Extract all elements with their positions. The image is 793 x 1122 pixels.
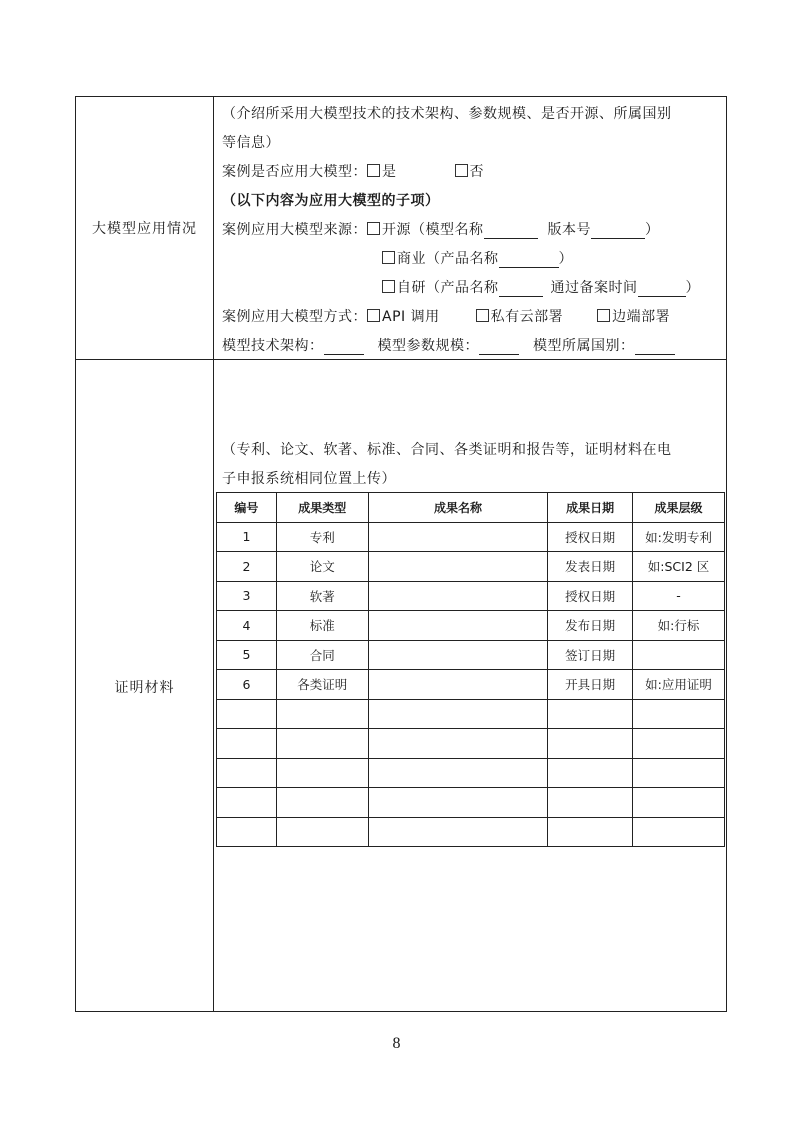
source-selfdev-row [382,277,700,297]
cell-name[interactable] [368,817,548,847]
cell-type[interactable] [276,758,368,788]
cell-level[interactable] [633,817,725,847]
cell-name[interactable] [368,581,548,611]
table-row [217,581,725,611]
results-header-row [217,493,725,523]
table-row [217,699,725,729]
cell-name[interactable] [368,699,548,729]
selfdev-filing-label: 通过备案时间 [550,280,638,296]
header-name: 成果名称 [368,493,548,523]
results-table [216,492,725,847]
cell-date: 签订日期 [548,640,633,670]
cell-type[interactable] [276,788,368,818]
header-type: 成果类型 [276,493,368,523]
country-field[interactable] [635,340,675,355]
opensource-version-field[interactable] [591,224,645,239]
cell-name[interactable] [368,788,548,818]
cell-name[interactable] [368,552,548,582]
method-edge-label: 边端部署 [612,309,671,325]
form-table [75,96,727,1012]
section1-intro-line2: 等信息） [222,135,280,151]
table-row [217,552,725,582]
cell-type: 软著 [276,581,368,611]
cell-date[interactable] [548,729,633,759]
commercial-label: 商业（产品名称 [397,251,499,267]
cell-level: 如:行标 [633,611,725,641]
table-row [217,729,725,759]
cell-number: 3 [217,581,277,611]
selfdev-filing-field[interactable] [638,282,686,297]
cell-number: 2 [217,552,277,582]
cell-type[interactable] [276,729,368,759]
arch-field[interactable] [324,340,364,355]
column-divider [213,97,214,1011]
cell-number[interactable] [217,817,277,847]
cell-date[interactable] [548,699,633,729]
arch-label: 模型技术架构： [222,338,324,354]
cell-type[interactable] [276,699,368,729]
cell-level: 如:应用证明 [633,670,725,700]
method-row [222,306,670,326]
cell-name[interactable] [368,611,548,641]
table-row [217,788,725,818]
cell-date: 开具日期 [548,670,633,700]
checkbox-api[interactable] [367,309,380,322]
section2-intro-line1: （专利、论文、软著、标准、合同、各类证明和报告等，证明材料在电 [222,442,672,458]
cell-date: 授权日期 [548,581,633,611]
cell-number[interactable] [217,758,277,788]
option-no-label: 否 [469,164,484,180]
sub-items-heading: （以下内容为应用大模型的子项） [222,193,440,209]
checkbox-opensource[interactable] [367,222,380,235]
cell-date: 授权日期 [548,522,633,552]
cell-name[interactable] [368,670,548,700]
model-info-row [222,335,675,355]
cell-level[interactable] [633,729,725,759]
table-row [217,758,725,788]
cell-name[interactable] [368,758,548,788]
cell-type: 合同 [276,640,368,670]
section1-label: 大模型应用情况 [92,221,197,237]
cell-number[interactable] [217,788,277,818]
cell-number: 6 [217,670,277,700]
cell-date: 发布日期 [548,611,633,641]
cell-date[interactable] [548,788,633,818]
cell-number: 1 [217,522,277,552]
section2-intro-line2: 子申报系统相同位置上传） [222,471,396,487]
cell-type[interactable] [276,817,368,847]
close-paren: ） [685,280,700,296]
source-opensource-row [222,219,660,239]
table-row [217,611,725,641]
use-llm-question [222,161,484,181]
cell-number: 4 [217,611,277,641]
param-field[interactable] [479,340,519,355]
checkbox-edge[interactable] [597,309,610,322]
cell-name[interactable] [368,640,548,670]
header-date: 成果日期 [548,493,633,523]
header-level: 成果层级 [633,493,725,523]
close-paren: ） [645,222,660,238]
use-llm-label: 案例是否应用大模型： [222,164,367,180]
method-private-label: 私有云部署 [490,309,564,325]
row-divider [76,359,726,360]
selfdev-name-field[interactable] [499,282,543,297]
cell-type: 各类证明 [276,670,368,700]
cell-type: 专利 [276,522,368,552]
section2-label: 证明材料 [114,680,175,696]
cell-number: 5 [217,640,277,670]
opensource-label: 开源（模型名称 [382,222,484,238]
method-label: 案例应用大模型方式： [222,309,367,325]
cell-name[interactable] [368,729,548,759]
commercial-name-field[interactable] [499,253,559,268]
table-row [217,522,725,552]
cell-level[interactable] [633,788,725,818]
cell-date[interactable] [548,758,633,788]
checkbox-no[interactable] [455,164,468,177]
opensource-version-label: 版本号 [547,222,591,238]
opensource-name-field[interactable] [484,224,538,239]
cell-level: - [633,581,725,611]
cell-level[interactable] [633,758,725,788]
checkbox-commercial[interactable] [382,251,395,264]
selfdev-label: 自研（产品名称 [397,280,499,296]
source-commercial-row [382,248,573,268]
cell-number[interactable] [217,699,277,729]
cell-number[interactable] [217,729,277,759]
cell-date: 发表日期 [548,552,633,582]
section1-intro-line1: （介绍所采用大模型技术的技术架构、参数规模、是否开源、所属国别 [222,106,672,122]
cell-name[interactable] [368,522,548,552]
cell-level [633,640,725,670]
header-number: 编号 [217,493,277,523]
cell-type: 论文 [276,552,368,582]
cell-level[interactable] [633,699,725,729]
checkbox-selfdev[interactable] [382,280,395,293]
table-row [217,670,725,700]
page-number: 8 [392,1035,401,1052]
cell-date[interactable] [548,817,633,847]
method-api-label: API 调用 [382,309,440,325]
close-paren: ） [558,251,573,267]
checkbox-private-cloud[interactable] [476,309,489,322]
param-label: 模型参数规模： [377,338,479,354]
table-row [217,640,725,670]
source-label: 案例应用大模型来源： [222,222,367,238]
checkbox-yes[interactable] [367,164,380,177]
cell-level: 如:SCI2 区 [633,552,725,582]
cell-level: 如:发明专利 [633,522,725,552]
option-yes-label: 是 [382,164,397,180]
table-row [217,817,725,847]
cell-type: 标准 [276,611,368,641]
country-label: 模型所属国别： [533,338,635,354]
